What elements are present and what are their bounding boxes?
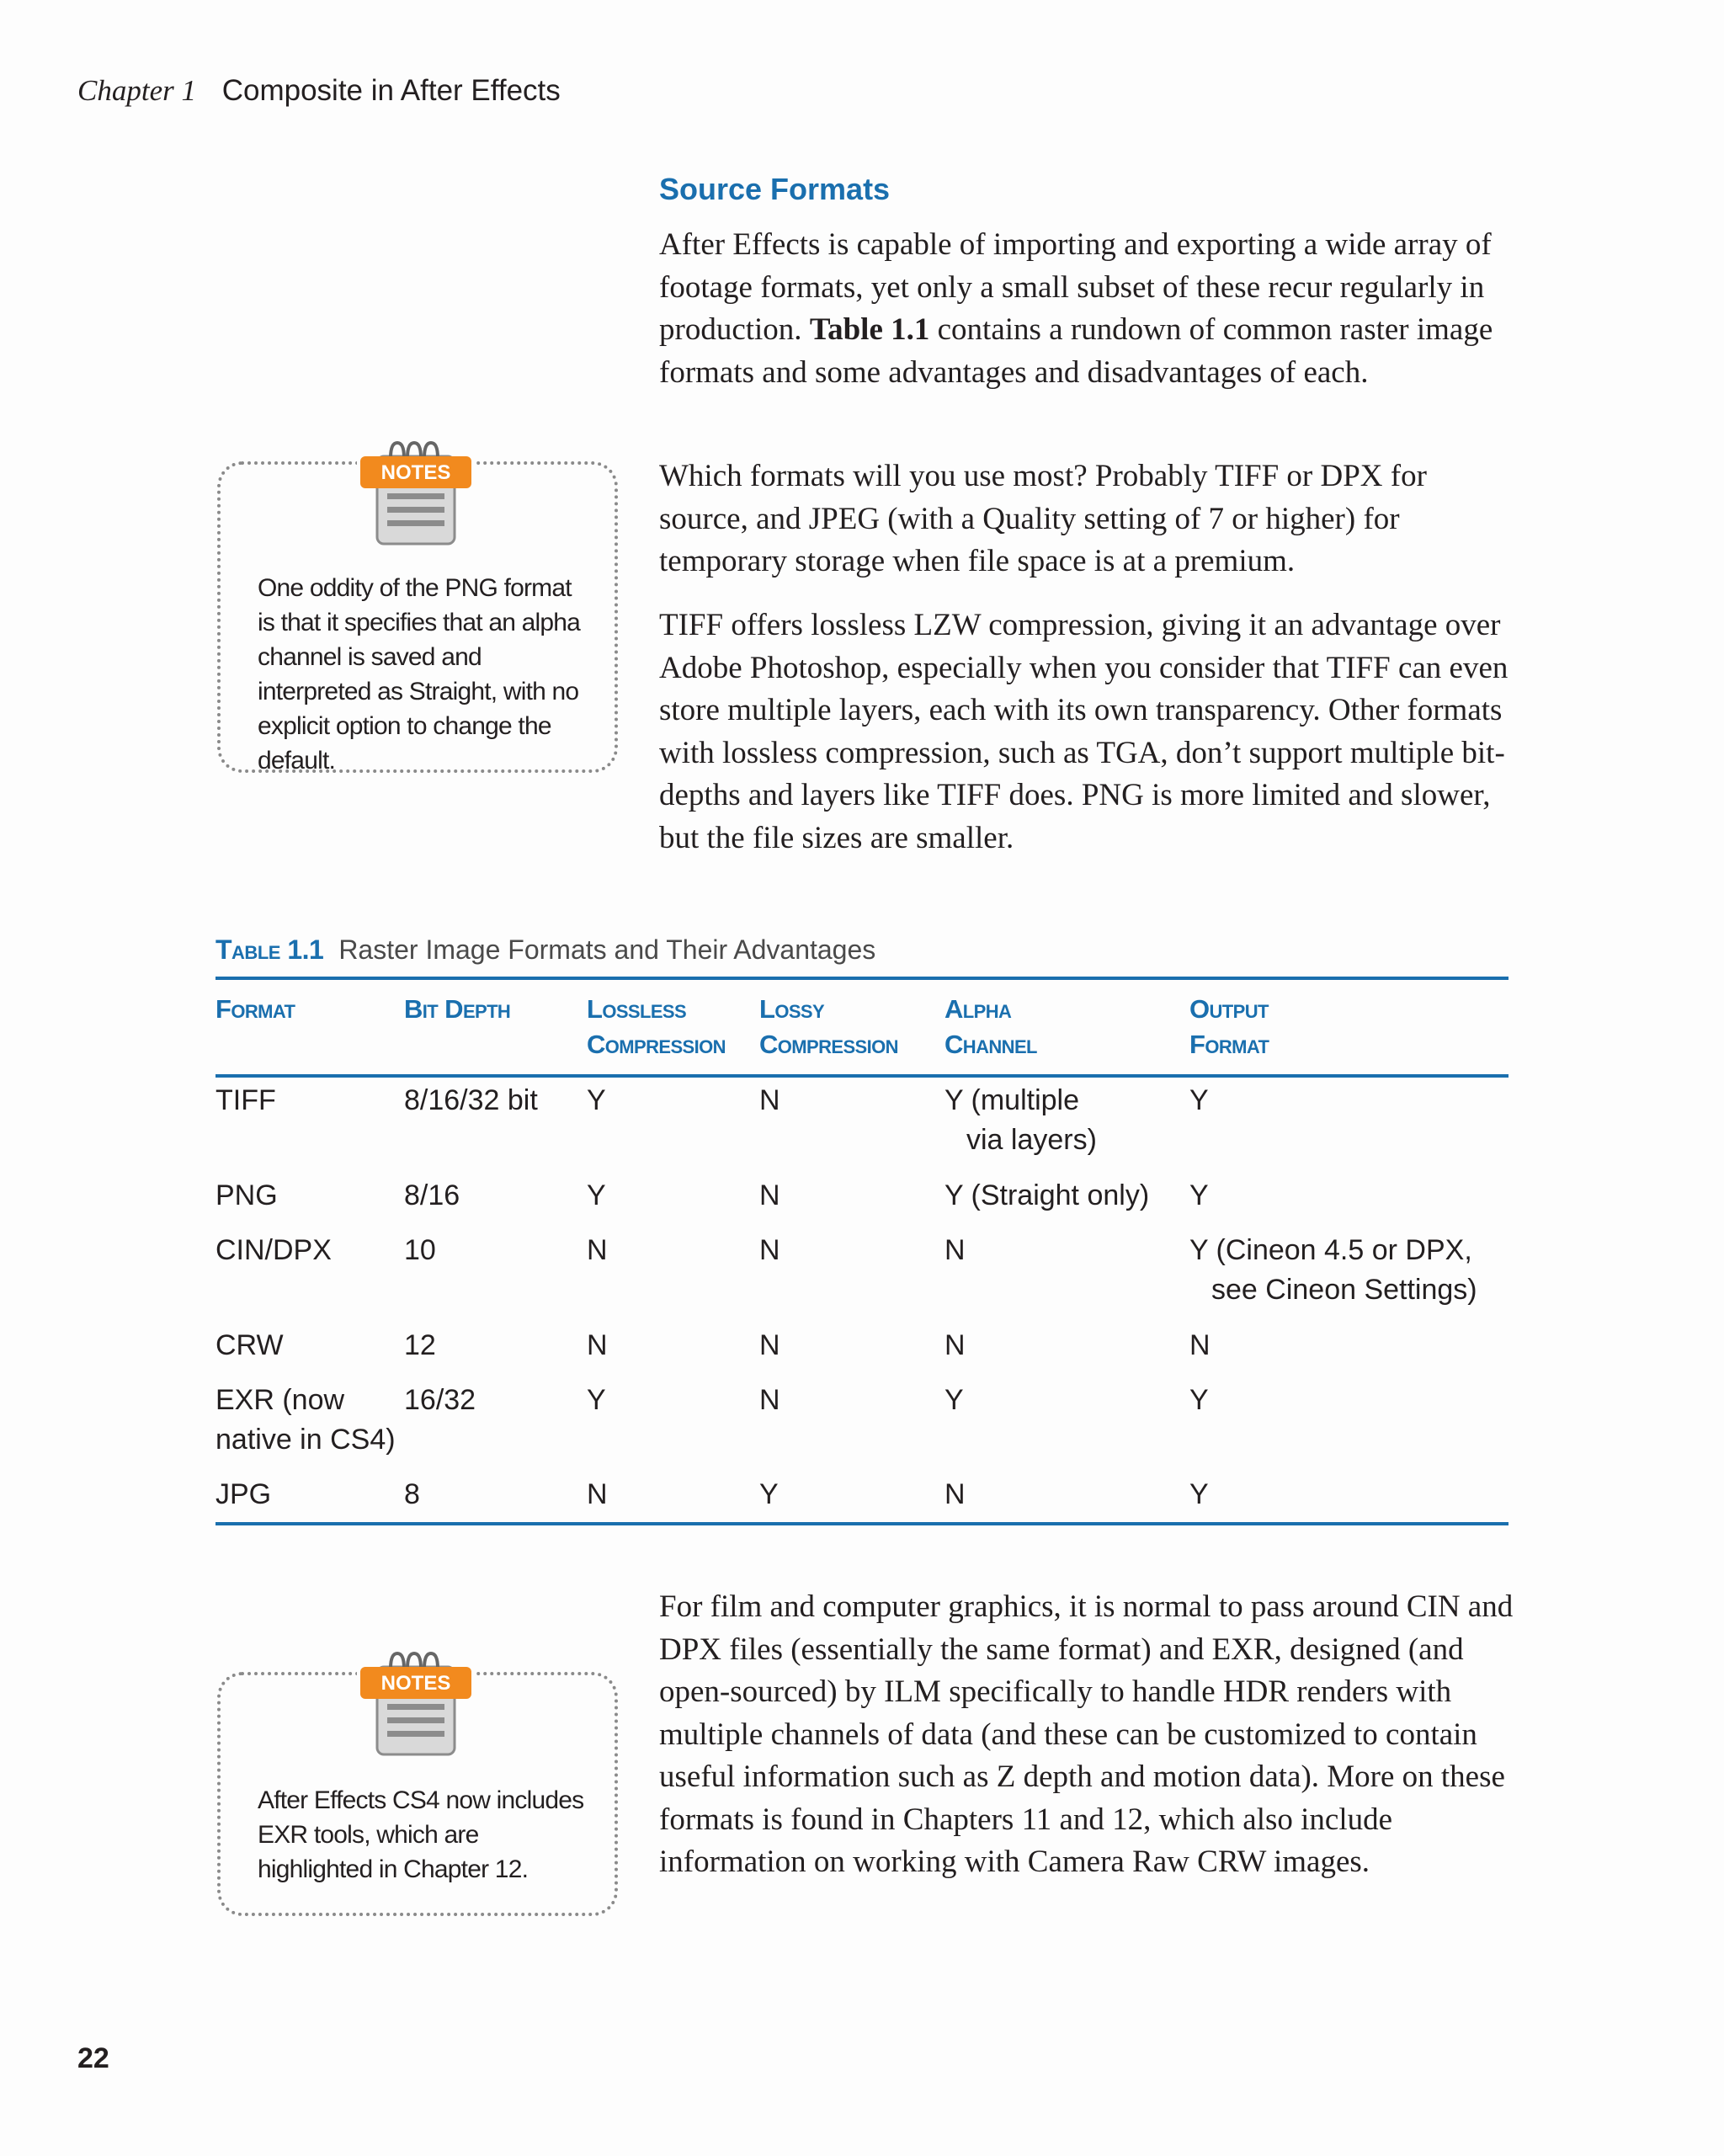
cell-format: EXR (now native in CS4)	[216, 1384, 396, 1456]
table-header-rule	[216, 1074, 1508, 1078]
paragraph-1	[659, 224, 1518, 394]
cell-format: PNG	[216, 1179, 278, 1211]
cell-output: Y	[1189, 1179, 1209, 1211]
note-text-1: One oddity of the PNG format is that it specifies that an alpha channel is saved and interpreted as Straight, with no explicit option to change the default.	[258, 574, 581, 775]
cell-alpha: Y (multiple via layers)	[944, 1084, 1097, 1156]
cell-output: N	[1189, 1329, 1211, 1361]
cell-lossless: N	[587, 1478, 608, 1510]
paragraph-2: Which formats will you use most? Probably TIFF or DPX for source, and JPEG (with a Quality setting of 7 or higher) for temporary storage when file space is at a premium.	[659, 459, 1427, 578]
cell-output: Y	[1189, 1478, 1209, 1510]
table-reference: Table 1.1	[809, 312, 930, 347]
note-box-1	[217, 461, 618, 773]
paragraph-4: For film and computer graphics, it is normal to pass around CIN and DPX files (essentially the same format) and EXR, designed (and open-sourced) by ILM specifically to handle HDR renders with multiple channels of data (and these can be customized to contain useful information such as Z depth and motion data). More on these formats is found in Chapters 11 and 12, which also include information on working with Camera Raw CRW images.	[659, 1589, 1514, 1879]
cell-lossless: Y	[587, 1179, 606, 1211]
cell-format: CRW	[216, 1329, 284, 1361]
chapter-label: Chapter 1	[77, 74, 196, 107]
cell-lossless: N	[587, 1234, 608, 1266]
cell-format: CIN/DPX	[216, 1234, 332, 1266]
cell-bit-depth: 8/16/32 bit	[404, 1084, 538, 1116]
cell-alpha: N	[944, 1329, 966, 1361]
header-lossy-compression: Lossy Compression	[759, 994, 898, 1059]
paragraph-1-text-b: contains a rundown of common raster image formats and some advantages and disadvantages of each.	[659, 312, 1493, 390]
cell-bit-depth: 8/16	[404, 1179, 460, 1211]
cell-lossless: N	[587, 1329, 608, 1361]
table-label: Table 1.1	[216, 934, 324, 965]
paragraph-3: TIFF offers lossless LZW compression, giving it an advantage over Adobe Photoshop, especially when you consider that TIFF can even store multiple layers, each with its own transparency. Other formats with lossless compression, such as TGA, don’t support multiple bit-depths and layers like TIFF does. PNG is more limited and slower, but the file sizes are smaller.	[659, 608, 1508, 855]
table-caption	[216, 934, 875, 966]
header-output-format: Output Format	[1189, 994, 1269, 1059]
table-title: Raster Image Formats and Their Advantages	[338, 934, 876, 965]
notes-badge-label: NOTES	[380, 461, 451, 484]
table-bottom-rule	[216, 1522, 1508, 1525]
cell-alpha: N	[944, 1478, 966, 1510]
cell-bit-depth: 16/32	[404, 1384, 476, 1416]
cell-bit-depth: 12	[404, 1329, 436, 1361]
cell-bit-depth: 8	[404, 1478, 420, 1510]
cell-format: JPG	[216, 1478, 272, 1510]
cell-output: Y	[1189, 1384, 1209, 1416]
cell-lossy: N	[759, 1234, 780, 1266]
note-text-2: After Effects CS4 now includes EXR tools, which are highlighted in Chapter 12.	[258, 1786, 584, 1883]
running-head	[77, 74, 561, 108]
header-alpha-channel: Alpha Channel	[944, 994, 1037, 1059]
cell-lossless: Y	[587, 1084, 606, 1116]
notes-badge-icon	[357, 1642, 475, 1758]
notes-badge-icon	[357, 431, 475, 547]
cell-lossy: Y	[759, 1478, 779, 1510]
cell-alpha: Y	[944, 1384, 964, 1416]
cell-lossy: N	[759, 1179, 780, 1211]
section-heading: Source Formats	[659, 172, 891, 206]
cell-lossy: N	[759, 1329, 780, 1361]
cell-output: Y (Cineon 4.5 or DPX, see Cineon Settings)	[1189, 1234, 1477, 1306]
chapter-title: Composite in After Effects	[221, 74, 561, 107]
cell-lossy: N	[759, 1084, 780, 1116]
page-number: 22	[77, 2042, 109, 2074]
cell-alpha: N	[944, 1234, 966, 1266]
cell-lossless: Y	[587, 1384, 606, 1416]
paragraph-1-text-a: After Effects is capable of importing and exporting a wide array of footage formats, yet only a small subset of these recur regularly in production.	[659, 227, 1492, 347]
note-box-2	[217, 1672, 618, 1916]
header-lossless-compression: Lossless Compression	[587, 994, 726, 1059]
table-top-rule	[216, 977, 1508, 980]
cell-output: Y	[1189, 1084, 1209, 1116]
cell-format: TIFF	[216, 1084, 276, 1116]
cell-bit-depth: 10	[404, 1234, 436, 1266]
header-format: Format	[216, 994, 295, 1024]
header-bit-depth: Bit Depth	[404, 994, 511, 1024]
cell-alpha: Y (Straight only)	[944, 1179, 1150, 1211]
cell-lossy: N	[759, 1384, 780, 1416]
notes-badge-label: NOTES	[380, 1672, 451, 1695]
